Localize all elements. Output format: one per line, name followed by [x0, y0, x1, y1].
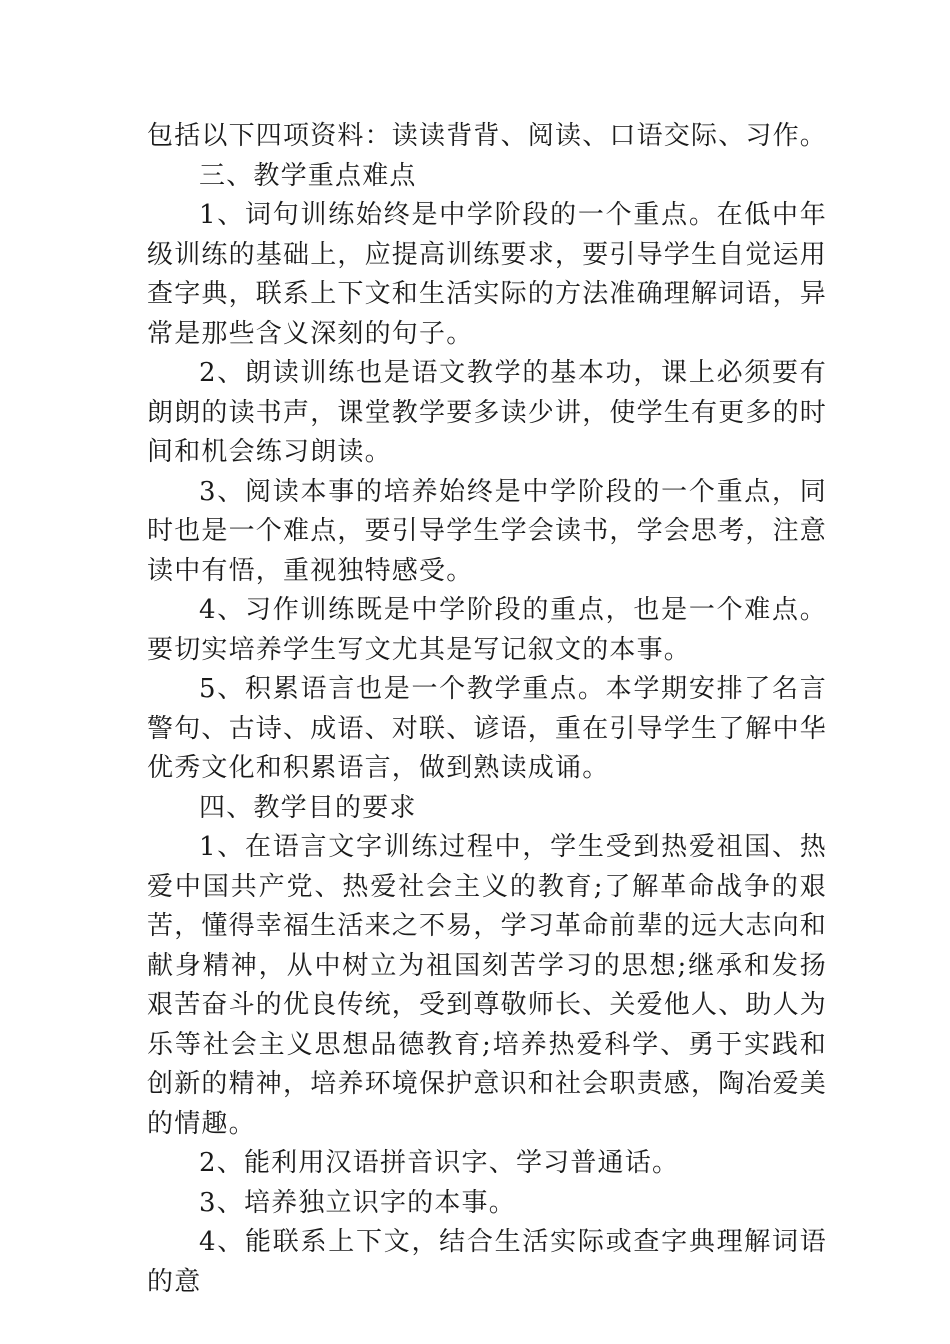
paragraph-item-2: 2、朗读训练也是语文教学的基本功，课上必须要有朗朗的读书声，课堂教学要多读少讲，使学生有更多的时间和机会练习朗读。: [147, 358, 828, 467]
paragraph-goal-2: 2、能利用汉语拼音识字、学习普通话。: [199, 1148, 680, 1178]
paragraph-item-5: 5、积累语言也是一个教学重点。本学期安排了名言警句、古诗、成语、对联、谚语，重在引导学生了解中华优秀文化和积累语言，做到熟读成诵。: [147, 674, 828, 783]
paragraph-goal-4: 4、能联系上下文，结合生活实际或查字典理解词语的意: [147, 1227, 827, 1297]
paragraph-item-1: 1、词句训练始终是中学阶段的一个重点。在低中年级训练的基础上，应提高训练要求，要引导学生自觉运用查字典，联系上下文和生活实际的方法准确理解词语，异常是那些含义深刻的句子。: [147, 200, 828, 349]
paragraph-goal-3: 3、培养独立识字的本事。: [199, 1187, 516, 1218]
paragraph-goal-1: 1、在语言文字训练过程中，学生受到热爱祖国、热爱中国共产党、热爱社会主义的教育;了解革命战争的艰苦，懂得幸福生活来之不易，学习革命前辈的远大志向和献身精神，从中树立为祖国刻苦学习的思想;继承和发扬艰苦奋斗的优良传统，受到尊敬师长、关爱他人、助人为乐等社会主义思想品德教育;培养热爱科学、勇于实践和创新的精神，培养环境保护意识和社会职责感，陶冶爱美的情趣。: [147, 832, 828, 1139]
paragraph-continuation: 包括以下四项资料：读读背背、阅读、口语交际、习作。: [147, 121, 828, 151]
paragraph-item-4: 4、习作训练既是中学阶段的重点，也是一个难点。要切实培养学生写文尤其是写记叙文的本事。: [147, 595, 827, 665]
paragraph-item-3: 3、阅读本事的培养始终是中学阶段的一个重点，同时也是一个难点，要引导学生学会读书，学会思考，注意读中有悟，重视独特感受。: [147, 476, 828, 586]
section-heading-3: 三、教学重点难点: [199, 160, 417, 191]
document-body: [147, 117, 827, 1302]
section-heading-4: 四、教学目的要求: [199, 792, 417, 823]
